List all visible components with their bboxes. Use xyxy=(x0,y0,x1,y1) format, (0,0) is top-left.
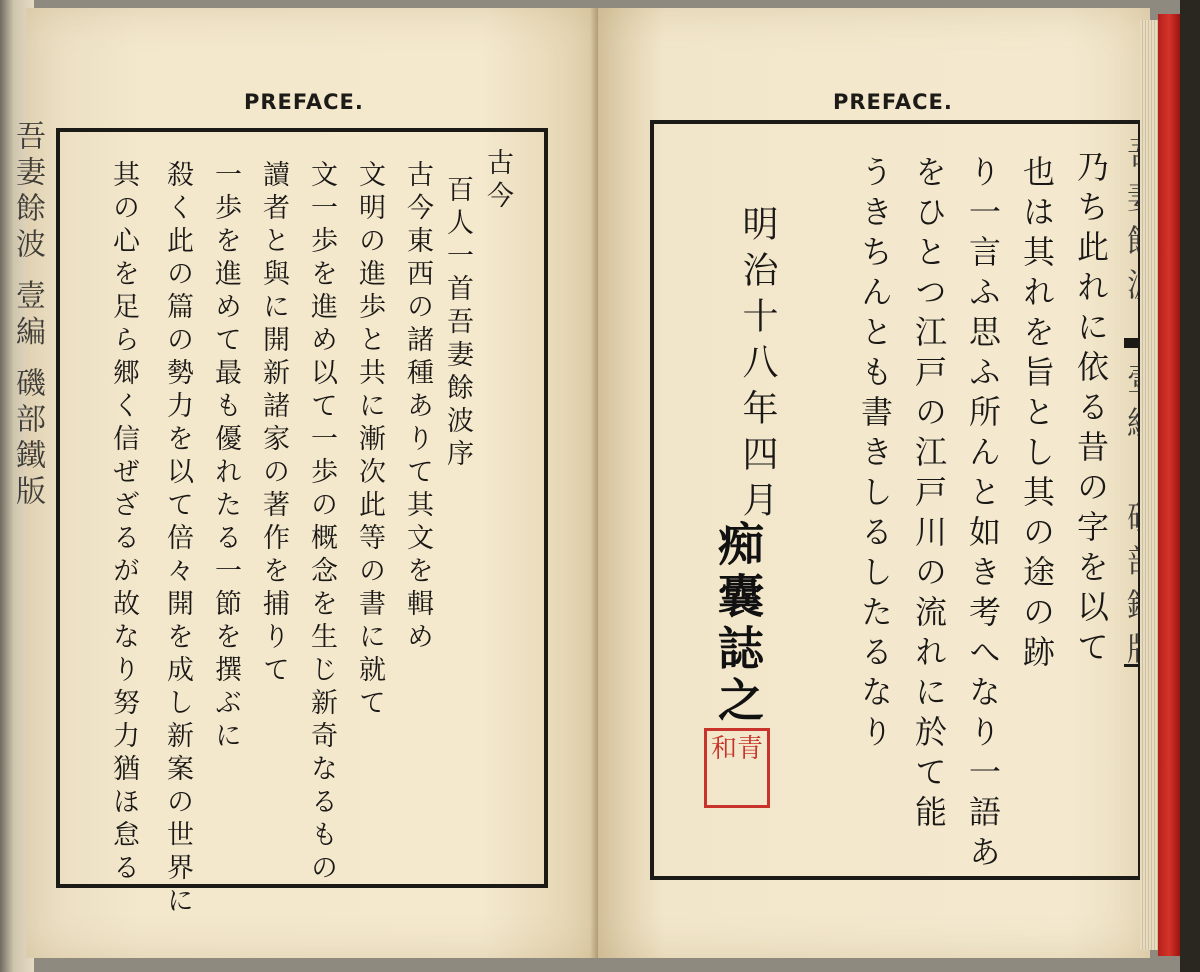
preface-date: 明治十八年四月 xyxy=(737,205,778,527)
right-page-heading: PREFACE. xyxy=(833,90,953,114)
left-column-4: 文明の進歩と共に漸次此等の書に就て xyxy=(354,160,385,721)
right-column-1: 乃ち此れに依る昔の字を以て xyxy=(1072,150,1110,670)
left-column-5: 文一歩を進め以て一歩の概念を生じ新奇なるもの xyxy=(306,160,337,886)
right-column-3: り一言ふ思ふ所んと如き考へなり一語あ xyxy=(964,155,1002,875)
background-edge xyxy=(1180,0,1200,972)
left-spine-text: 吾妻餘波 壹編 磯部鐵版 xyxy=(10,120,45,512)
left-column-6: 讀者と與に開新諸家の著作を捕りて xyxy=(258,160,289,688)
red-page-edge xyxy=(1158,14,1180,956)
left-page-heading: PREFACE. xyxy=(244,90,364,114)
left-column-2: 百人一首吾妻餘波序 xyxy=(442,175,473,472)
left-column-8: 殺く此の篇の勢力を以て倍々開を成し新案の世界に xyxy=(162,160,193,919)
left-column-7: 一歩を進めて最も優れたる一節を撰ぶに xyxy=(210,160,241,754)
left-column-9: 其の心を足ら郷く信ぜざるが故なり努力猶ほ怠る xyxy=(108,160,139,886)
left-column-1: 古今 xyxy=(482,148,513,214)
author-signature: 痴囊誌之 xyxy=(711,520,765,728)
right-column-4: をひとつ江戸の江戸川の流れに於て能 xyxy=(910,155,948,835)
red-seal-stamp: 和青 xyxy=(704,728,770,808)
right-column-2: 也は其れを旨とし其の途の跡 xyxy=(1018,155,1056,675)
page-stack-edge xyxy=(1140,20,1160,950)
left-column-3: 古今東西の諸種ありて其文を輯め xyxy=(402,160,433,655)
right-column-5: うきちんとも書きしるしたるなり xyxy=(856,155,894,755)
